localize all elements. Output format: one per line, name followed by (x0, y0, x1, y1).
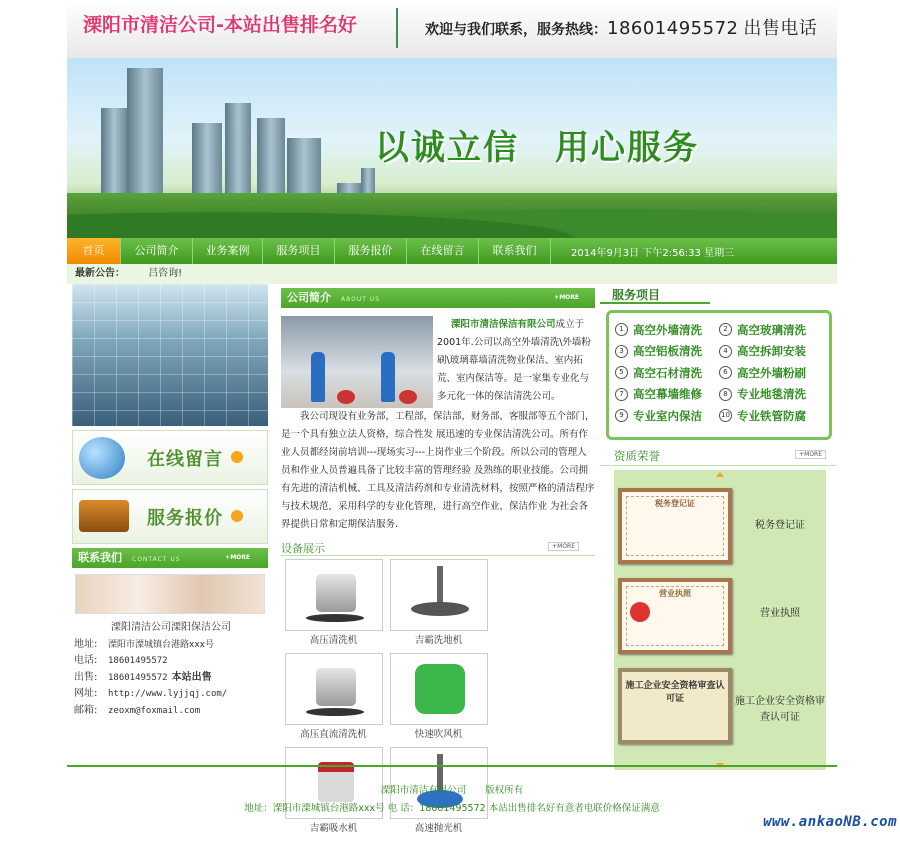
contact-row-address: 地址: 溧阳市溧城镇台港路xxx号 (74, 638, 214, 650)
notice-text[interactable]: 吕咨询! (148, 268, 183, 279)
qualifications-more-link[interactable]: +MORE (795, 450, 826, 459)
equipment-item[interactable] (386, 653, 491, 745)
service-label: 高空拆卸安装 (737, 344, 806, 359)
qualification-label[interactable]: 税务登记证 (755, 520, 805, 531)
equipment-caption: 高压直流清洗机 (300, 729, 367, 740)
wallet-icon (79, 500, 129, 532)
arrow-dot-icon (231, 510, 243, 522)
cleaning-staff-photo (281, 316, 433, 408)
service-label: 高空石材清洗 (633, 365, 702, 380)
service-label: 专业地毯清洗 (737, 387, 806, 402)
header-divider (396, 8, 398, 48)
contact-suffix: 出售电话 (743, 18, 818, 39)
nav-quote[interactable]: 服务报价 (335, 238, 407, 264)
contact-row-email: 邮箱: zeoxm@foxmail.com (74, 704, 201, 716)
service-quote-banner[interactable] (72, 489, 268, 544)
contact-prefix: 欢迎与我们联系，服务热线： (425, 22, 607, 38)
service-item[interactable] (615, 386, 719, 404)
window-cleaning-photo (72, 284, 268, 426)
middle-column (281, 288, 595, 841)
left-column (72, 284, 268, 719)
online-message-label: 在线留言 (147, 449, 223, 470)
services-list (615, 321, 823, 425)
about-company-name[interactable]: 溧阳市清洁保洁有限公司 (451, 319, 556, 330)
service-label: 专业铁管防腐 (737, 408, 806, 423)
globe-icon (79, 437, 125, 479)
about-more-link[interactable]: +MORE (554, 294, 579, 301)
about-section-title (281, 288, 595, 308)
banner-hills (67, 193, 837, 238)
contact-row-sale: 出售: 18601495572 本站出售 (74, 671, 212, 683)
equipment-title: 设备展示 (281, 542, 325, 555)
equipment-caption: 吉霸洗地机 (414, 635, 463, 646)
equipment-section-title (281, 540, 595, 556)
qualification-label[interactable]: 营业执照 (760, 608, 800, 619)
services-section-title (600, 284, 836, 306)
pressure-washer-icon (285, 653, 383, 725)
equipment-caption: 吉霸吸水机 (309, 823, 358, 834)
equipment-caption: 高压清洗机 (309, 635, 358, 646)
service-label: 高空外墙清洗 (633, 322, 702, 337)
site-title[interactable]: 溧阳市清洁公司-本站出售排名好 (83, 14, 357, 36)
contact-title-en: CONTACT US (132, 556, 181, 563)
qualifications-title: 资质荣誉 (614, 449, 660, 463)
services-title: 服务项目 (612, 288, 661, 302)
tax-certificate-image[interactable]: 税务登记证 (618, 488, 732, 564)
safety-permit-image[interactable]: 施工企业安全资格审查认可证 (618, 668, 732, 744)
main-nav (67, 238, 837, 264)
scroll-up-icon[interactable] (716, 472, 724, 477)
service-item[interactable] (615, 321, 719, 339)
page (67, 0, 837, 833)
equipment-item[interactable] (281, 559, 386, 651)
business-license-image[interactable]: 营业执照 (618, 578, 732, 654)
service-quote-label: 服务报价 (147, 508, 223, 529)
service-label: 高空外墙粉刷 (737, 365, 806, 380)
service-number-icon: 8 (719, 388, 732, 401)
seal-icon (630, 602, 650, 622)
contact-company: 溧阳清洁公司溧阳保洁公司 (111, 622, 231, 633)
service-number-icon: 10 (719, 409, 732, 422)
service-label: 专业室内保洁 (633, 408, 702, 423)
nav-cases[interactable]: 业务案例 (193, 238, 263, 264)
nav-contact[interactable]: 联系我们 (479, 238, 551, 264)
service-item[interactable] (719, 321, 823, 339)
air-blower-icon (390, 653, 488, 725)
footer-address: 地址：溧阳市溧城镇台港路xxx号 电 话：18601495572 本站出售排名好有意者电联价格保证满意 (244, 803, 660, 814)
service-item[interactable] (615, 343, 719, 361)
equipment-caption: 高速抛光机 (414, 823, 463, 834)
qualification-label[interactable]: 施工企业安全资格审查认可证 (735, 696, 825, 723)
nav-home[interactable]: 首页 (67, 238, 121, 264)
arrow-dot-icon (231, 451, 243, 463)
nav-message[interactable]: 在线留言 (407, 238, 479, 264)
qualifications-box (614, 470, 826, 770)
notice-bar (67, 264, 837, 284)
service-number-icon: 4 (719, 345, 732, 358)
banner-slogan: 以诚立信 用心服务 (375, 128, 699, 168)
service-number-icon: 6 (719, 366, 732, 379)
contact-section-title (72, 548, 268, 568)
service-item[interactable] (615, 364, 719, 382)
service-number-icon: 2 (719, 323, 732, 336)
contact-row-website: 网址: http://www.lyjjqj.com/ (74, 688, 228, 699)
contact-title: 联系我们 (78, 551, 122, 564)
service-number-icon: 7 (615, 388, 628, 401)
service-item[interactable] (719, 364, 823, 382)
hotline-number: 18601495572 (607, 18, 739, 39)
floor-scrubber-icon (390, 559, 488, 631)
notice-label: 最新公告： (75, 268, 125, 279)
equipment-item[interactable] (386, 559, 491, 651)
site-footer (67, 782, 837, 818)
qualifications-section-title (600, 448, 836, 466)
service-number-icon: 3 (615, 345, 628, 358)
nav-services[interactable]: 服务项目 (263, 238, 335, 264)
about-title: 公司简介 (287, 291, 331, 304)
service-number-icon: 1 (615, 323, 628, 336)
watermark: www.ankaoNB.com (763, 814, 897, 830)
service-label: 高空幕墙维修 (633, 387, 702, 402)
pressure-washer-icon (285, 559, 383, 631)
header-contact (425, 14, 817, 40)
site-header (67, 0, 837, 58)
contact-info (72, 620, 268, 719)
equipment-item[interactable] (281, 653, 386, 745)
service-label: 高空铝板清洗 (633, 344, 702, 359)
about-paragraph-2: 我公司现设有业务部，工程部，保洁部，财务部，客服部等五个部门，是一个具有独立法人资格，综合性发 展迅速的专业保洁清洗公司。所有作业人员都经岗前培训---现场实习---上岗作业三个阶段。所以公司的管理人员和作业人员普遍具备了比较丰富的管理经验 及熟练的职业技能。公司拥有先进的清洁机械、工具及清洁药剂和专业清洗材料，按照严格的清洁程序与技术规范，采用科学的专业化管理，进行高空作业，保洁作业 为社会各 界提供日常和定期保洁服务. (281, 411, 595, 530)
footer-divider (67, 765, 837, 767)
service-label: 高空玻璃清洗 (737, 322, 806, 337)
service-number-icon: 5 (615, 366, 628, 379)
contact-row-phone: 电话: 18601495572 (74, 655, 168, 666)
online-message-banner[interactable] (72, 430, 268, 485)
contact-more-link[interactable]: +MORE (225, 554, 250, 561)
equipment-caption: 快速吹风机 (414, 729, 463, 740)
staff-photo (75, 574, 265, 614)
nav-date: 2014年9月3日 下午2:56:33 星期三 (571, 247, 735, 259)
service-number-icon: 9 (615, 409, 628, 422)
right-column (600, 284, 836, 770)
banner (67, 58, 837, 238)
service-item[interactable] (615, 407, 719, 425)
services-box (606, 310, 832, 440)
equipment-more-link[interactable]: +MORE (548, 542, 579, 551)
nav-about[interactable]: 公司简介 (121, 238, 193, 264)
footer-copyright: 溧阳市清洁有限公司 版权所有 (380, 785, 524, 796)
service-item[interactable] (719, 386, 823, 404)
about-text (281, 316, 595, 534)
service-item[interactable] (719, 407, 823, 425)
service-item[interactable] (719, 343, 823, 361)
about-title-en: ABOUT US (341, 296, 381, 303)
about-paragraph-1: 成立于2001年.公司以高空外墙清洗\外墙粉刷\玻璃幕墙清洗物业保洁、室内拓荒、室内保洁等。是一家集专业化与多元化一体的保洁清洗公司。 (437, 319, 591, 402)
